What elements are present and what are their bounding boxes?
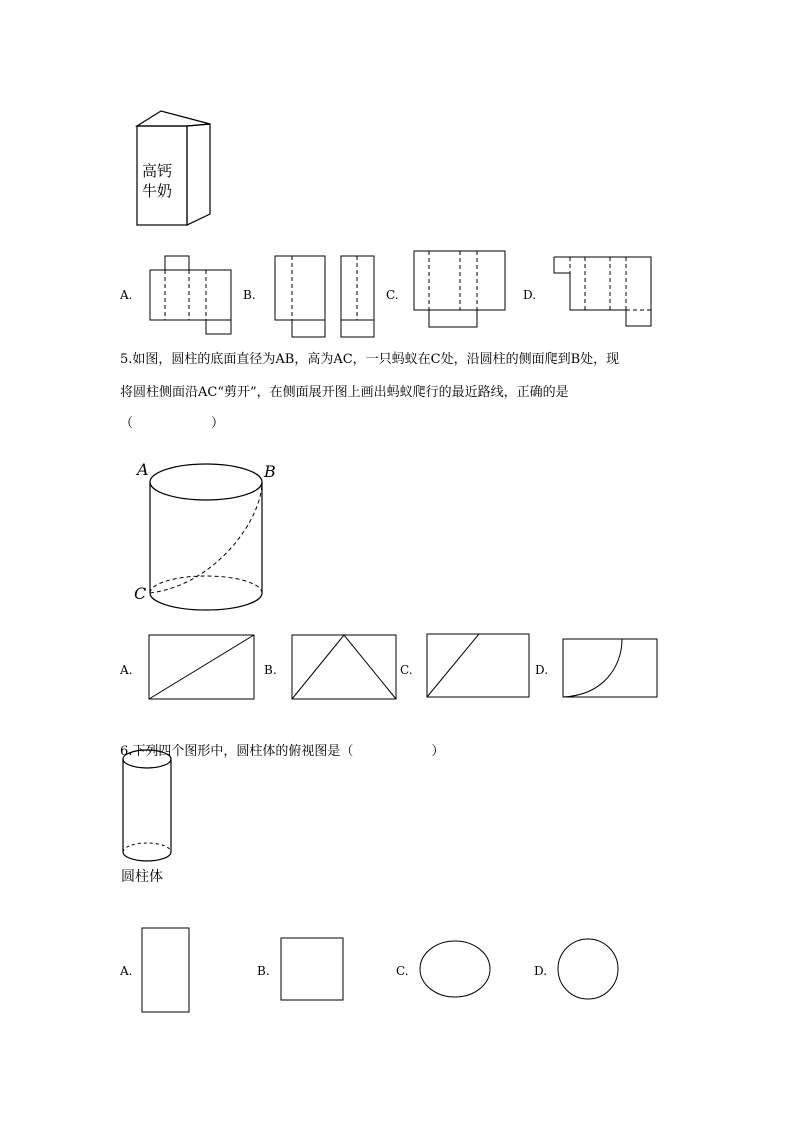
- q5-option-b-label: B.: [264, 663, 277, 677]
- q4-option-d-label: D.: [523, 288, 537, 302]
- q6-option-d-label: D.: [534, 964, 548, 978]
- q5-point-a: A: [137, 460, 149, 479]
- q5-option-d-label: D.: [535, 663, 549, 677]
- q5-question-line2: 将圆柱侧面沿AC“剪开”，在侧面展开图上画出蚂蚁爬行的最近路线，正确的是: [120, 385, 569, 400]
- q5-question-line1: 5.如图，圆柱的底面直径为AB，高为AC，一只蚂蚁在C处，沿圆柱的侧面爬到B处，现: [120, 352, 620, 367]
- q6-option-b-label: B.: [257, 964, 270, 978]
- q5-point-c: C: [134, 584, 147, 603]
- q6-question: 6.下列四个图形中，圆柱体的俯视图是（ ）: [120, 744, 445, 759]
- q5-option-a-label: A.: [120, 663, 133, 677]
- q5-point-b: B: [264, 462, 276, 481]
- q4-option-c-label: C.: [386, 288, 399, 302]
- q6-figure-caption: 圆柱体: [121, 869, 163, 885]
- q6-option-a-label: A.: [120, 964, 133, 978]
- q5-answer-paren: （ ）: [120, 416, 225, 431]
- q5-option-c-label: C.: [400, 663, 413, 677]
- q4-option-b-label: B.: [243, 288, 256, 302]
- carton-label-line1: 高钙: [142, 162, 173, 180]
- q6-option-c-label: C.: [396, 964, 409, 978]
- q4-option-a-label: A.: [120, 288, 133, 302]
- carton-label-line2: 牛奶: [142, 182, 173, 200]
